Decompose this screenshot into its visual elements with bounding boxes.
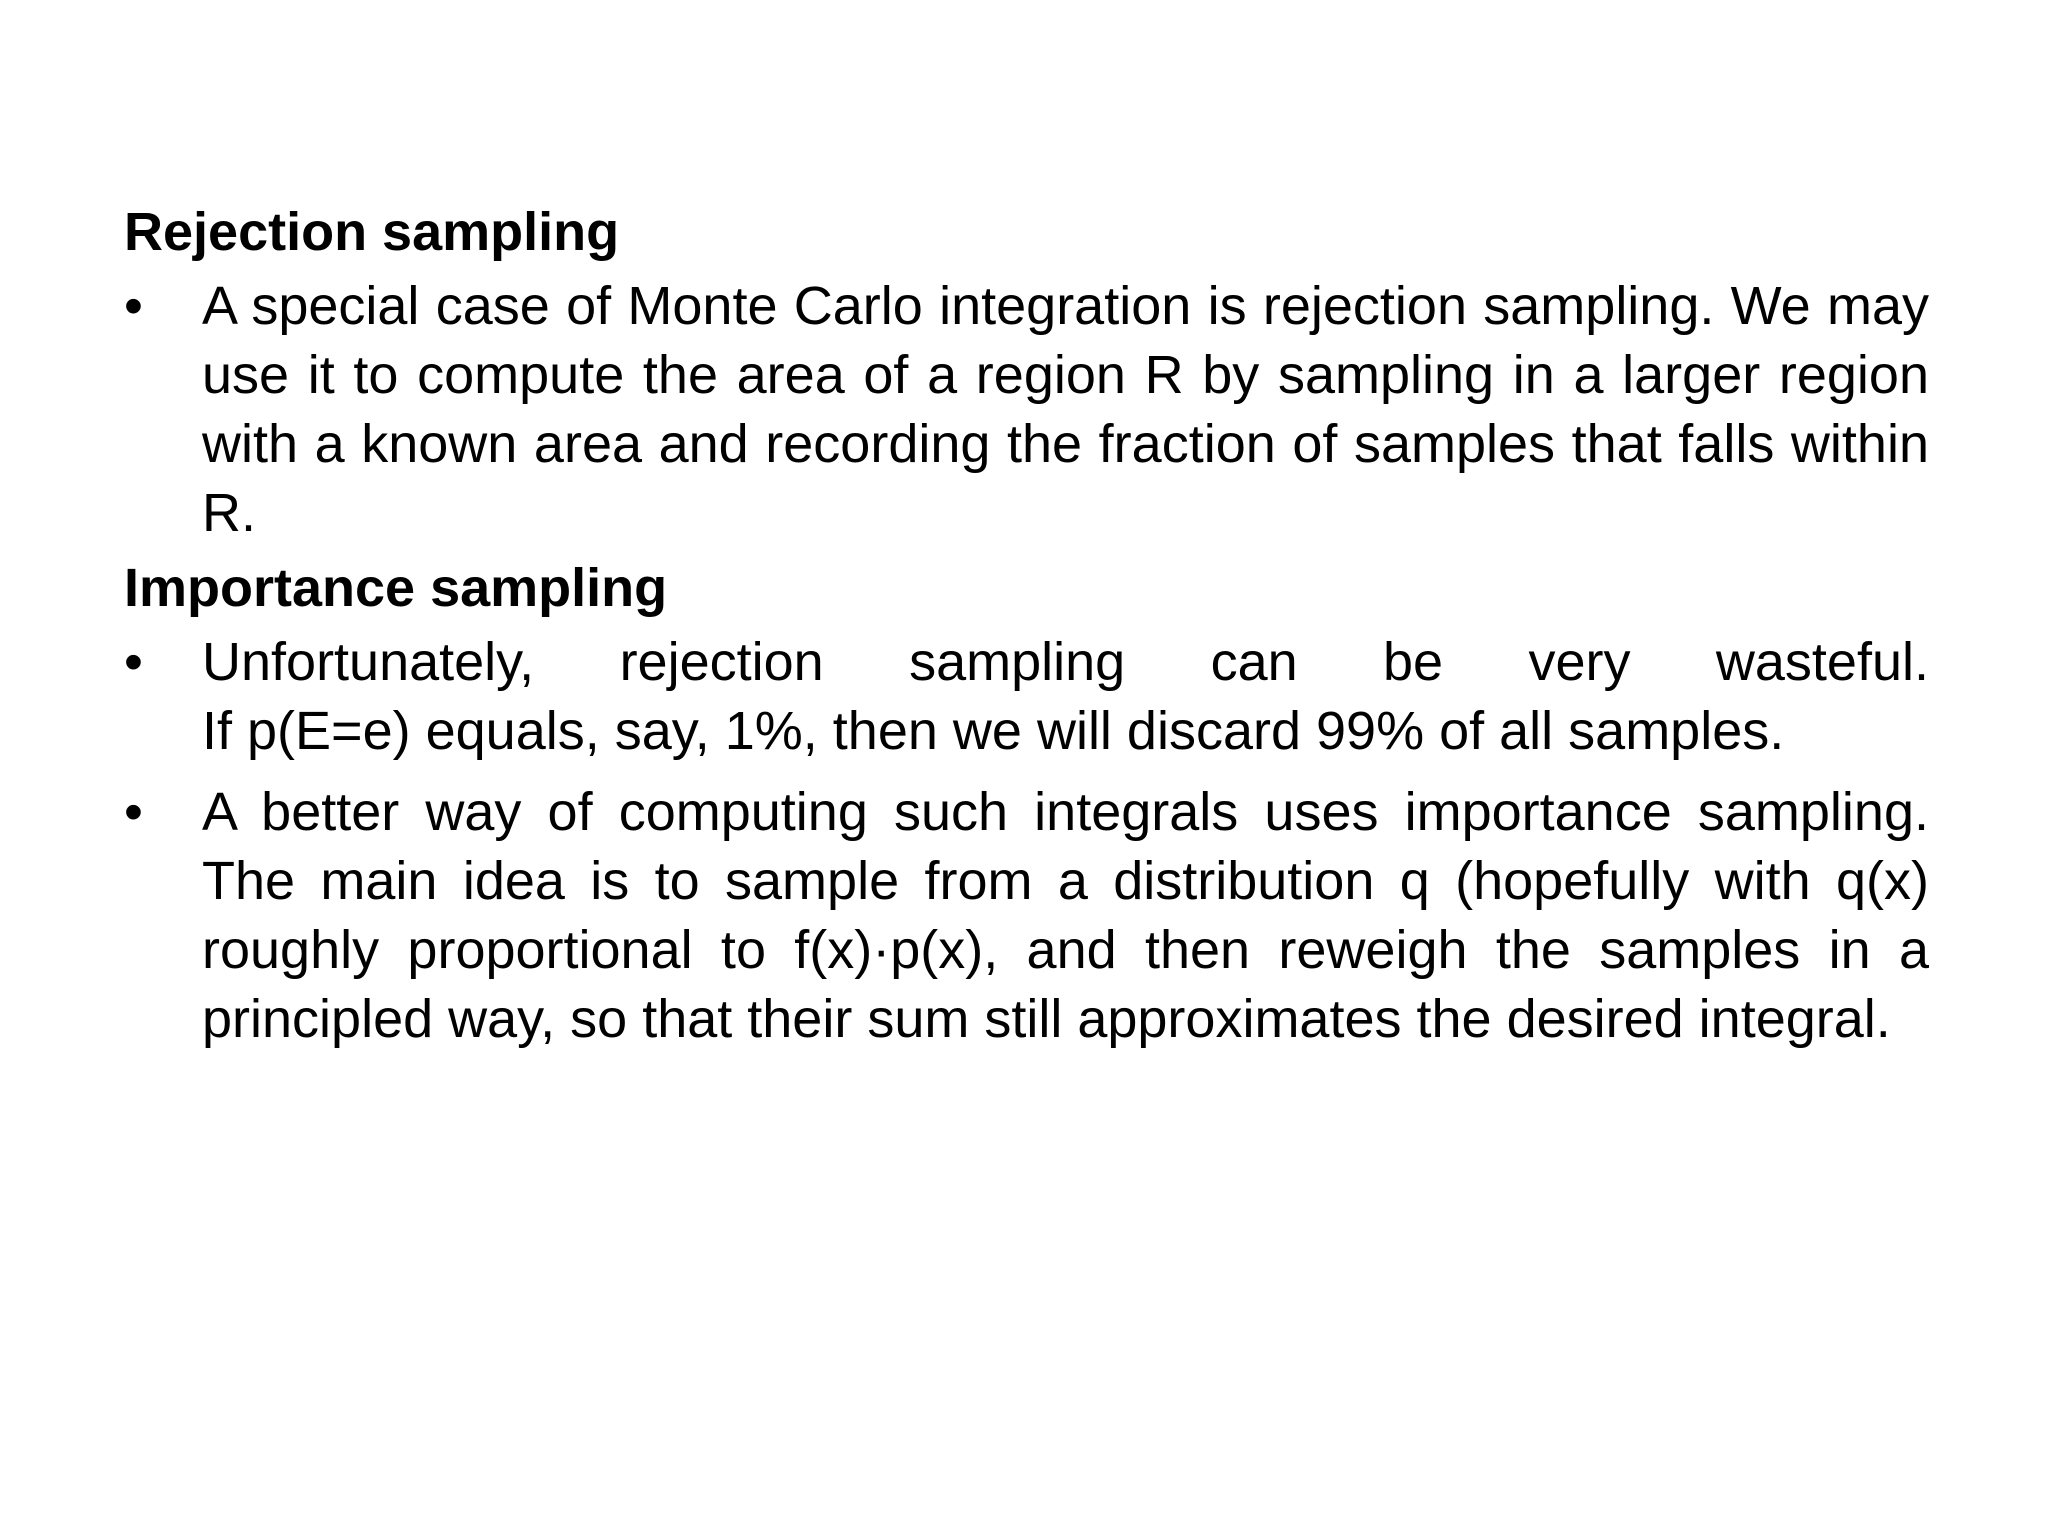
heading-importance-sampling: Importance sampling [124,558,668,618]
bullet-dot: • [124,782,143,842]
bullet-text-line-2: If p(E=e) equals, say, 1%, then we will discard 99% of all samples. [202,701,1785,761]
bullet-dot: • [124,276,143,336]
bullet-text: A special case of Monte Carlo integration is rejection sampling. We may use it to compute the area of a region R by sampling in a larger region with a known area and recording the fraction of samples that falls within R. [202,276,1929,543]
bullet-text-line-1: Unfortunately, rejection sampling can be very wasteful. [202,632,1929,692]
slide-content [124,198,1929,1054]
bullet-rejection-sampling [124,272,1929,548]
heading-rejection-sampling: Rejection sampling [124,202,620,262]
bullet-importance-sampling [124,778,1929,1054]
bullet-wasteful [124,628,1929,766]
bullet-dot: • [124,632,143,692]
bullet-text: A better way of computing such integrals uses importance sampling. The main idea is to sample from a distribution q (hopefully with q(x) roughly proportional to f(x)·p(x), and then reweigh the samples in a principled way, so that their sum still approximates the desired integral. [202,782,1929,1049]
